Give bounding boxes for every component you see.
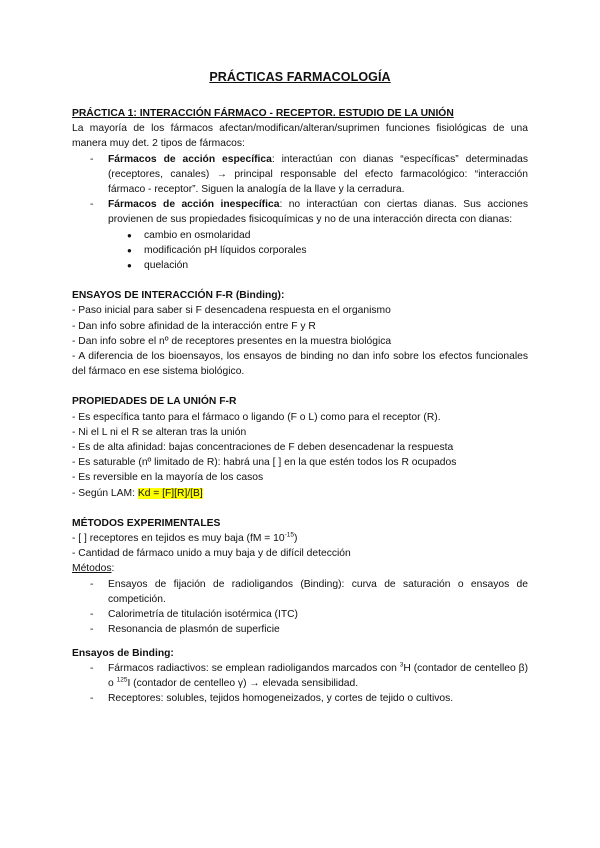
kd-formula: Kd = [F][R]/[B] xyxy=(137,487,203,499)
ensayos-line: - Dan info sobre afinidad de la interacción entre F y R xyxy=(72,320,316,332)
propiedades-line: - Es reversible en la mayoría de los casos xyxy=(72,472,264,484)
drug-type-nonspecific-label: Fármacos de acción inespecífica xyxy=(108,199,280,211)
page-title: PRÁCTICAS FARMACOLOGÍA xyxy=(209,70,391,84)
drug-type-nonspecific xyxy=(72,197,528,227)
binding-heading: Ensayos de Binding: xyxy=(72,647,174,659)
ensayos-line: - Paso inicial para saber si F desencadena respuesta en el organismo xyxy=(72,305,391,317)
exponent: -15 xyxy=(284,531,295,539)
metodos-label-line xyxy=(72,561,528,576)
binding-item-radioactive xyxy=(72,661,528,691)
metodos-heading: MÉTODOS EXPERIMENTALES xyxy=(72,517,221,529)
drug-type-specific xyxy=(72,152,528,198)
list-item: ● cambio en osmolaridad xyxy=(144,228,528,243)
drug-type-nonspecific-text: : no interactúan con ciertas dianas. Sus acciones provienen de sus propiedades fisicoquímicas y no de una interacción directa con dianas: xyxy=(108,199,528,226)
list-item: - Calorimetría de titulación isotérmica (ITC) xyxy=(72,607,528,622)
list-item: ● modificación pH líquidos corporales xyxy=(144,243,528,258)
practica1-intro: La mayoría de los fármacos afectan/modifican/alteran/suprimen funciones fisiológicas de una manera muy det. 2 tipos de fármacos: xyxy=(72,123,528,150)
list-item: - Ensayos de fijación de radioligandos (Binding): curva de saturación o ensayos de competición. xyxy=(72,577,528,607)
binding-item-text: H (contador de centelleo β) o xyxy=(108,662,528,689)
metodos-line-1 xyxy=(72,531,528,546)
metodos-label: Métodos xyxy=(72,563,112,575)
binding-list xyxy=(72,661,528,707)
document-body xyxy=(72,106,528,706)
practica1-heading: PRÁCTICA 1: INTERACCIÓN FÁRMACO - RECEPTOR. ESTUDIO DE LA UNIÓN xyxy=(72,108,454,119)
list-item: - Resonancia de plasmón de superficie xyxy=(72,622,528,637)
metodos-label-colon: : xyxy=(111,563,115,575)
metodos-list xyxy=(72,577,528,638)
ensayos-heading: ENSAYOS DE INTERACCIÓN F-R (Binding): xyxy=(72,290,285,302)
isotope-h3: 3 xyxy=(399,661,404,669)
list-item: ● quelación xyxy=(144,258,528,273)
propiedades-line: - Es saturable (nº limitado de R): habrá una [ ] en la que estén todos los R ocupados xyxy=(72,457,457,469)
ensayos-line: - A diferencia de los bioensayos, los ensayos de binding no dan info sobre los efectos funcionales del fármaco en ese sistema biológico. xyxy=(72,351,528,378)
metodos-line-1-text: - [ ] receptores en tejidos es muy baja (fM = 10 xyxy=(72,533,285,545)
nonspecific-actions-list xyxy=(72,228,528,274)
lam-prefix: - Según LAM: xyxy=(72,487,138,499)
drug-type-specific-label: Fármacos de acción específica xyxy=(108,153,272,165)
propiedades-heading: PROPIEDADES DE LA UNIÓN F-R xyxy=(72,396,237,408)
metodos-line-2: - Cantidad de fármaco unido a muy baja y de difícil detección xyxy=(72,548,351,560)
binding-item-text: Fármacos radiactivos: se emplean radioligandos marcados con xyxy=(108,662,400,674)
isotope-i125: 125 xyxy=(116,676,128,684)
binding-item-text: I (contador de centelleo γ) → elevada sensibilidad. xyxy=(127,677,359,689)
drug-types-list xyxy=(72,152,528,228)
lam-line xyxy=(72,486,528,501)
binding-item-receptors: - Receptores: solubles, tejidos homogeneizados, y cortes de tejido o cultivos. xyxy=(72,691,528,706)
propiedades-line: - Es específica tanto para el fármaco o ligando (F o L) como para el receptor (R). xyxy=(72,411,441,423)
metodos-line-1-suffix: ) xyxy=(294,533,298,545)
ensayos-line: - Dan info sobre el nº de receptores presentes en la muestra biológica xyxy=(72,335,392,347)
drug-type-specific-text: : interactúan con dianas “específicas” determinadas (receptores, canales) → principal responsable del efecto farmacológico: “interacción fármaco - receptor”. Siguen la analogía de la llave y la cerradura. xyxy=(108,153,528,196)
propiedades-line: - Es de alta afinidad: bajas concentraciones de F deben desencadenar la respuesta xyxy=(72,442,454,454)
propiedades-line: - Ni el L ni el R se alteran tras la unión xyxy=(72,426,247,438)
